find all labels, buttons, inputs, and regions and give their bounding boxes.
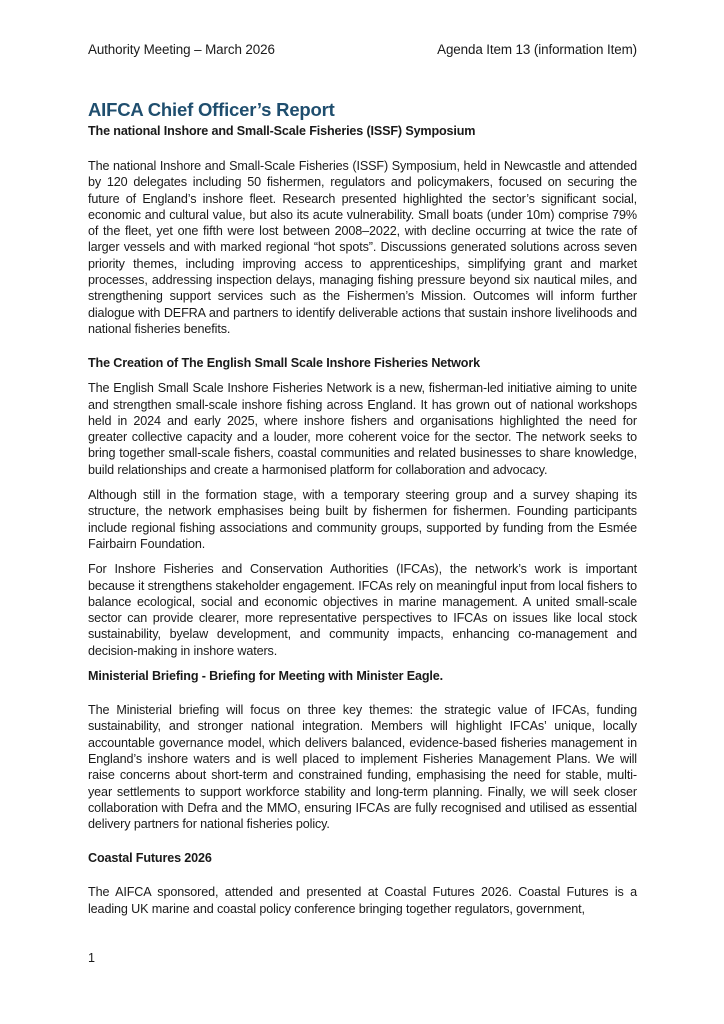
page-header (88, 42, 637, 57)
section-paragraph: The national Inshore and Small-Scale Fisheries (ISSF) Symposium, held in Newcastle and attended by 120 delegates including 50 fishermen, regulators and policymakers, focused on securing the future of England’s inshore fleet. Research presented highlighted the sector’s significant social, economic and cultural value, but also its acute vulnerability. Small boats (under 10m) comprise 79% of the fleet, yet one fifth were lost between 2008–2022, with decline occurring at twice the rate of larger vessels and with marked regional “hot spots”. Discussions generated solutions across seven priority themes, including improving access to apprenticeships, simplifying grant and market processes, addressing inspection delays, managing fishing pressure beyond six nautical miles, and strengthening support services such as the Fishermen’s Mission. Outcomes will inform further dialogue with DEFRA and partners to identify deliverable actions that sustain inshore livelihoods and national fisheries benefits. (88, 159, 637, 336)
section-heading: Ministerial Briefing - Briefing for Meeting with Minister Eagle. (88, 669, 443, 684)
section-coastal-futures (88, 849, 637, 917)
header-agenda-item: Agenda Item 13 (information Item) (437, 42, 637, 57)
section-heading: Coastal Futures 2026 (88, 851, 212, 866)
section-heading: The Creation of The English Small Scale Inshore Fisheries Network (88, 356, 480, 371)
report-body (88, 122, 637, 917)
section-paragraph: The English Small Scale Inshore Fisheries Network is a new, fisherman-led initiative aiming to unite and strengthen small-scale inshore fishing across England. It has grown out of national workshops held in 2024 and early 2025, where inshore fishers and organisations highlighted the need for greater collective capacity and a louder, more coherent voice for the sector. The network seeks to bring together small-scale fishers, coastal communities and related businesses to share knowledge, build relationships and create a harmonised platform for collaboration and advocacy. (88, 381, 637, 477)
section-paragraph: Although still in the formation stage, with a temporary steering group and a survey shaping its structure, the network emphasises being built by fishermen for fishermen. Founding participants include regional fishing associations and community groups, supported by funding from the Esmée Fairbairn Foundation. (88, 488, 637, 551)
section-paragraph: The AIFCA sponsored, attended and presented at Coastal Futures 2026. Coastal Futures is a leading UK marine and coastal policy conference bringing together regulators, government, (88, 885, 637, 916)
section-heading: The national Inshore and Small-Scale Fisheries (ISSF) Symposium (88, 124, 476, 138)
section-paragraph: For Inshore Fisheries and Conservation Authorities (IFCAs), the network’s work is important because it strengthens stakeholder engagement. IFCAs rely on meaningful input from local fishers to balance ecological, social and economic objectives in marine management. A united small-scale sector can provide clearer, more representative perspectives to IFCAs on issues like local stock sustainability, byelaw development, and community impacts, enhancing co-management and decision-making in inshore waters. (88, 562, 637, 658)
section-ministerial-briefing (88, 667, 637, 832)
section-inshore-fisheries-network (88, 354, 637, 659)
page-number: 1 (88, 951, 96, 965)
report-title: AIFCA Chief Officer’s Report (88, 99, 335, 120)
section-paragraph: The Ministerial briefing will focus on three key themes: the strategic value of IFCAs, funding sustainability, and stronger national integration. Members will highlight IFCAs’ unique, locally accountable governance model, which delivers balanced, evidence-based fisheries management in England’s inshore waters and is well placed to implement Fisheries Management Plans. We will raise concerns about short-term and constrained funding, emphasising the need for stable, multi-year settlements to support workforce stability and long-term planning. Finally, we will seek closer collaboration with Defra and the MMO, ensuring IFCAs are fully recognised and utilised as essential delivery partners for national fisheries policy. (88, 703, 637, 832)
header-meeting-label: Authority Meeting – March 2026 (88, 42, 275, 57)
section-issf-symposium (88, 122, 637, 337)
